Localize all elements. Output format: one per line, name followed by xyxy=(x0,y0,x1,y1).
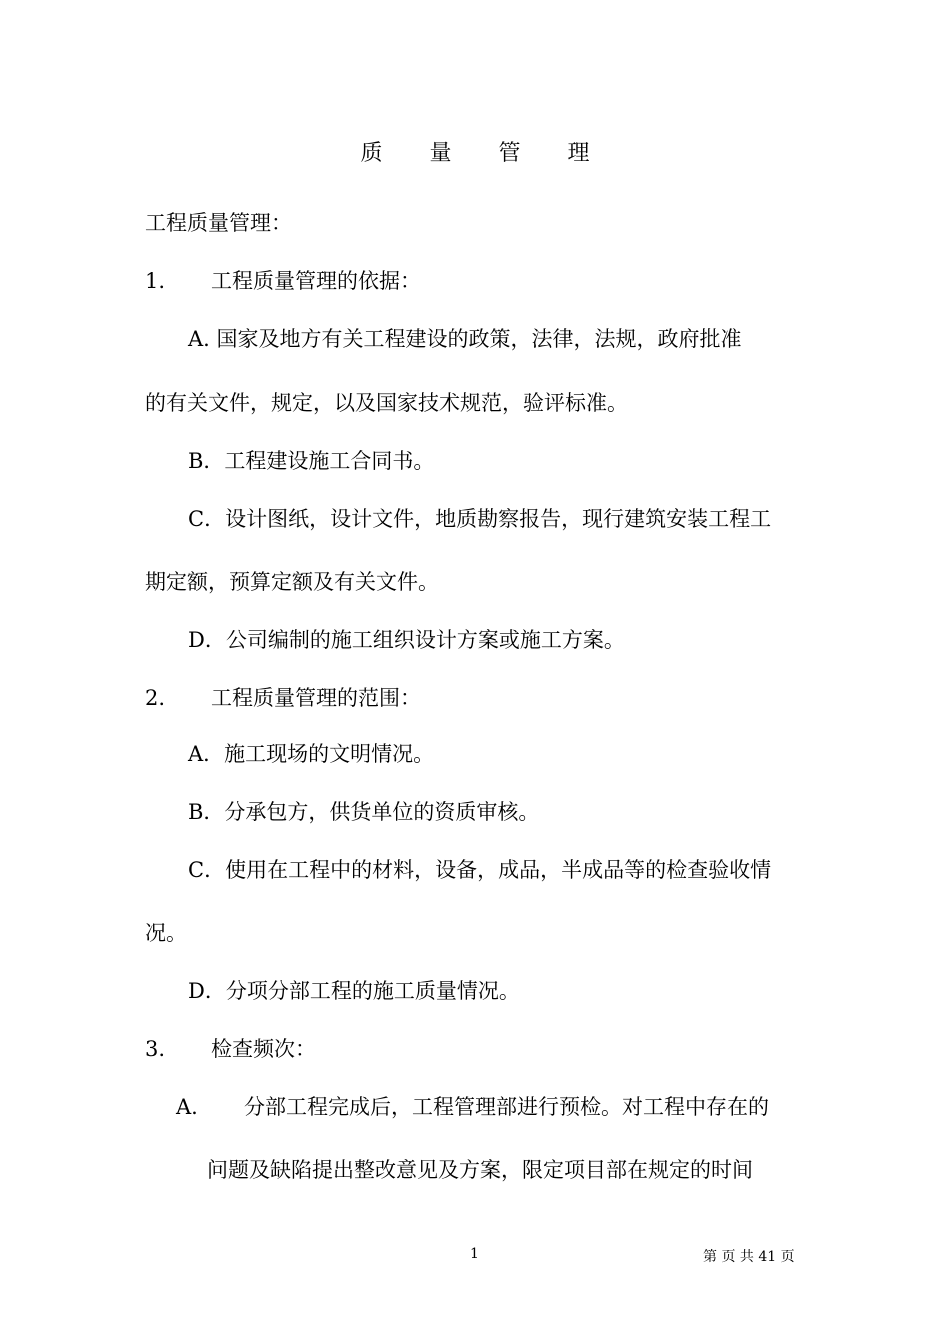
item-3a-label: A. xyxy=(176,1095,198,1119)
section-2-heading xyxy=(145,683,421,713)
item-2a: A．施工现场的文明情况。 xyxy=(188,742,435,766)
item-2c-line1: C．使用在工程中的材料，设备，成品，半成品等的检查验收情 xyxy=(188,858,772,882)
item-3a-line1 xyxy=(176,1092,769,1122)
section-1-heading xyxy=(145,266,421,296)
item-1c-line1: C．设计图纸，设计文件，地质勘察报告，现行建筑安装工程工 xyxy=(188,507,772,531)
item-1b: B．工程建设施工合同书。 xyxy=(188,449,435,473)
item-1a-line1: A. 国家及地方有关工程建设的政策，法律，法规，政府批准 xyxy=(188,327,742,351)
item-1c-line2: 期定额，预算定额及有关文件。 xyxy=(145,570,439,594)
page-title: 质 量 管 理 xyxy=(360,141,610,166)
section-1-title: 工程质量管理的依据： xyxy=(211,269,421,293)
footer-page-info: 第 页 共 41 页 xyxy=(703,1249,795,1265)
section-2-title: 工程质量管理的范围： xyxy=(211,686,421,710)
section-3-title: 检查频次： xyxy=(211,1037,316,1061)
item-3a-text: 分部工程完成后，工程管理部进行预检。对工程中存在的 xyxy=(244,1095,769,1119)
section-heading: 工程质量管理： xyxy=(145,211,292,235)
item-1d: D．公司编制的施工组织设计方案或施工方案。 xyxy=(188,628,625,652)
section-3-number: 3. xyxy=(145,1037,166,1061)
item-2b: B．分承包方，供货单位的资质审核。 xyxy=(188,800,540,824)
item-1a-line2: 的有关文件，规定，以及国家技术规范，验评标准。 xyxy=(145,391,628,415)
section-1-number: 1. xyxy=(145,269,166,293)
item-2d: D．分项分部工程的施工质量情况。 xyxy=(188,979,520,1003)
footer-page-number: 1 xyxy=(470,1246,479,1262)
item-2c-line2: 况。 xyxy=(145,921,187,945)
section-2-number: 2. xyxy=(145,686,166,710)
section-3-heading xyxy=(145,1034,316,1064)
item-3a-line2: 问题及缺陷提出整改意见及方案，限定项目部在规定的时间 xyxy=(207,1158,753,1182)
